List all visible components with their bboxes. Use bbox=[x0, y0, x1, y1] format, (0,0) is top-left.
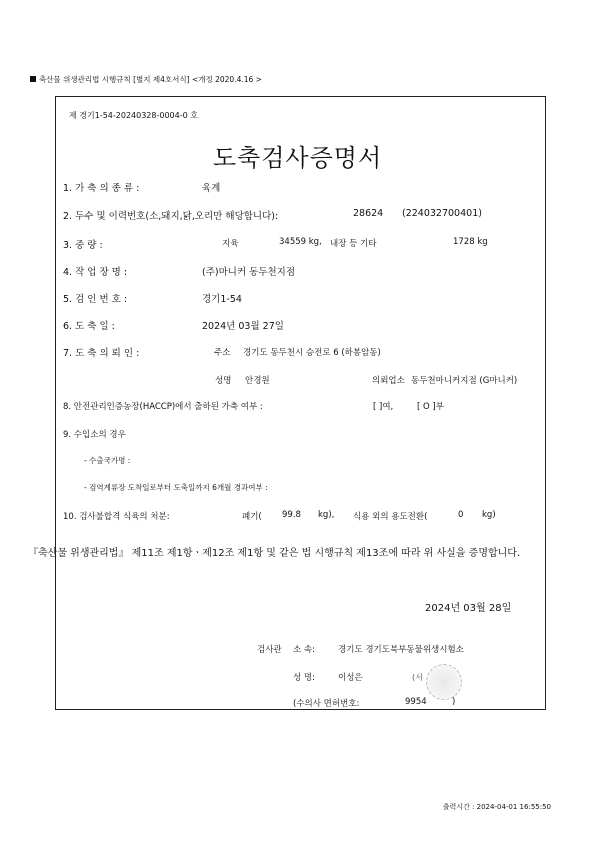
conversion-label: 식용 외의 용도전환( bbox=[353, 512, 428, 522]
haccp-no: [ O ]부 bbox=[417, 402, 444, 412]
license-label: (수의사 면허번호: bbox=[293, 699, 360, 709]
permit-value: 경기1-54 bbox=[202, 294, 242, 305]
business-value: 동두천마니커지점 (G마니커) bbox=[411, 376, 518, 386]
form-header: 축산물 위생관리법 시행규칙 [별지 제4호서식] <개정 2020.4.16 > bbox=[30, 74, 262, 85]
import-label: 9. 수입소의 경우 bbox=[63, 430, 126, 440]
name-label: 성명 bbox=[215, 376, 232, 386]
license-close: ) bbox=[452, 697, 456, 707]
seal-text: (서 bbox=[412, 673, 423, 682]
quarantine-label: - 검역계류장 도착일로부터 도축일까지 6개월 경과여부 : bbox=[84, 483, 268, 492]
license-number: 9954 bbox=[405, 697, 427, 707]
species-label: 1. 가 축 의 종 류 : bbox=[63, 183, 140, 194]
org-value: 경기도 경기도북부동물위생시험소 bbox=[338, 645, 464, 655]
org-label: 소 속: bbox=[293, 645, 315, 655]
species-value: 육계 bbox=[202, 183, 221, 194]
export-country-label: - 수출국가명 : bbox=[84, 456, 131, 465]
carcass-label: 지육 bbox=[222, 239, 239, 249]
inspector-title: 검사관 bbox=[257, 645, 282, 655]
head-count: 28624 bbox=[353, 208, 384, 219]
issue-date: 2024년 03월 28일 bbox=[425, 603, 512, 614]
address-value: 경기도 동두천시 승전로 6 (하봉암동) bbox=[243, 348, 381, 358]
inspector-name: 이성은 bbox=[338, 673, 363, 683]
document-title: 도축검사증명서 bbox=[212, 144, 383, 172]
discard-label: 폐기( bbox=[242, 512, 262, 522]
square-bullet-icon bbox=[30, 76, 36, 82]
workplace-label: 4. 작 업 장 명 : bbox=[63, 267, 128, 278]
weight-label: 3. 중 량 : bbox=[63, 240, 103, 251]
offal-weight: 1728 kg bbox=[453, 237, 488, 247]
business-label: 의뢰업소 bbox=[372, 376, 405, 386]
slaughter-date: 2024년 03월 27일 bbox=[202, 321, 284, 332]
haccp-label: 8. 안전관리인증농장(HACCP)에서 출하된 가축 여부 : bbox=[63, 402, 263, 412]
haccp-yes: [ ]여, bbox=[373, 402, 394, 412]
trace-number: (224032700401) bbox=[402, 208, 482, 219]
print-timestamp: 출력시간 : 2024-04-01 16:55:50 bbox=[442, 803, 551, 811]
certification-statement: 『축산물 위생관리법』 제11조 제1항ㆍ제12조 제1항 및 같은 법 시행규칙 제13조에 따라 위 사실을 증명합니다. bbox=[28, 548, 521, 559]
official-seal bbox=[426, 664, 462, 700]
address-label: 주소 bbox=[214, 348, 231, 358]
carcass-weight: 34559 kg, bbox=[279, 237, 322, 247]
name-value: 안경원 bbox=[245, 376, 270, 386]
id-label: 2. 두수 및 이력번호(소,돼지,닭,오리만 해당합니다): bbox=[63, 211, 279, 222]
date-label: 6. 도 축 일 : bbox=[63, 321, 115, 332]
offal-label: 내장 등 기타 bbox=[330, 239, 377, 249]
conversion-unit: kg) bbox=[482, 510, 496, 520]
workplace-value: (주)마니커 동두천지점 bbox=[202, 267, 296, 278]
inspector-name-label: 성 명: bbox=[293, 673, 315, 683]
discard-unit: kg), bbox=[318, 510, 335, 520]
discard-value: 99.8 bbox=[282, 510, 301, 520]
disposal-label: 10. 검사불합격 식육의 처분: bbox=[63, 512, 170, 522]
document-number: 제 경기1-54-20240328-0004-0 호 bbox=[69, 111, 198, 120]
permit-label: 5. 검 인 번 호 : bbox=[63, 294, 128, 305]
requester-label: 7. 도 축 의 뢰 인 : bbox=[63, 348, 140, 359]
conversion-value: 0 bbox=[458, 510, 464, 520]
